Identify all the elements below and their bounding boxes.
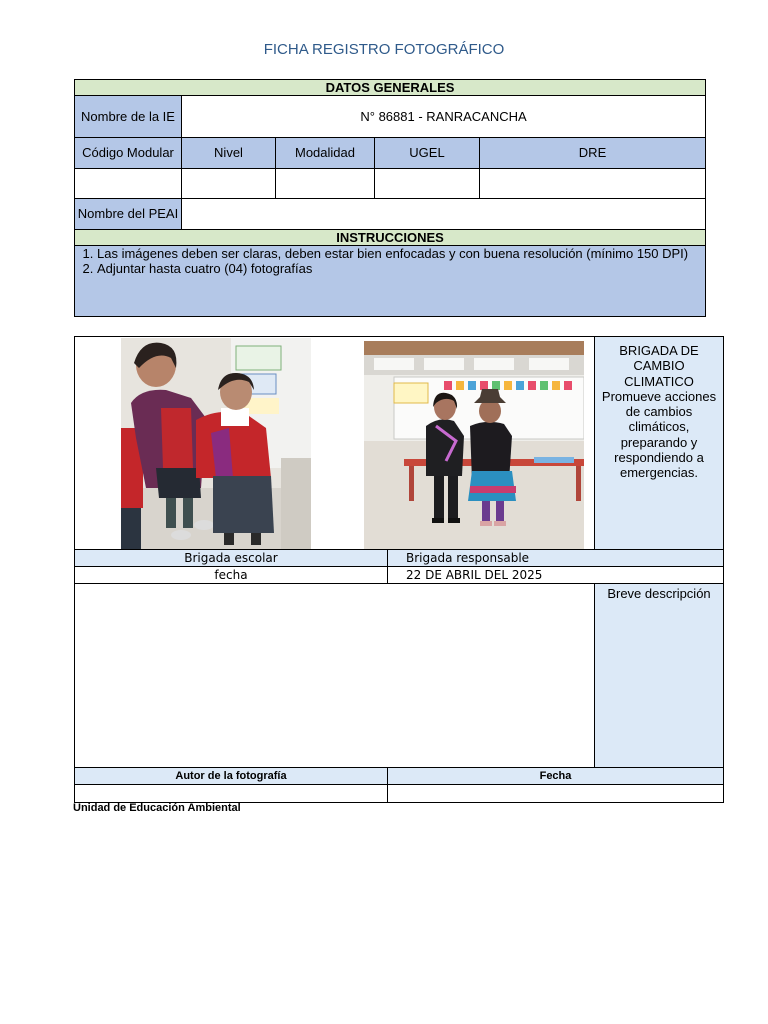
modalidad-value[interactable] [276,169,375,199]
dre-value[interactable] [480,169,706,199]
autor-value[interactable] [75,785,388,803]
instruction-item: 2. Adjuntar hasta cuatro (04) fotografías [97,261,697,276]
brigade-cell [595,337,724,550]
modalidad-label: Modalidad [276,138,375,169]
fecha2-value[interactable] [388,785,724,803]
photo-adults-image [364,341,584,549]
brigada-escolar-label: Brigada escolar [75,550,388,567]
footer-unit: Unidad de Educación Ambiental [73,802,241,814]
page-title: FICHA REGISTRO FOTOGRÁFICO [263,41,505,58]
photo-adults [364,341,584,549]
description-area[interactable] [75,584,595,768]
breve-descripcion-label: Breve descripción [595,584,724,768]
autor-label: Autor de la fotografía [75,768,388,785]
peai-label: Nombre del PEAI [75,199,182,230]
general-header: DATOS GENERALES [75,80,706,96]
instructions-header: INSTRUCCIONES [75,230,706,246]
photo-students-image [121,338,311,549]
fecha-label: fecha [75,567,388,584]
dre-label: DRE [480,138,706,169]
peai-value[interactable] [182,199,706,230]
brigada-responsable-label: Brigada responsable [388,550,724,567]
codigo-modular-label: Código Modular [75,138,182,169]
ie-value: N° 86881 - RANRACANCHA [182,96,706,138]
general-data-table [74,79,706,317]
nivel-label: Nivel [182,138,276,169]
instruction-item: 1. Las imágenes deben ser claras, deben estar bien enfocadas y con buena resolución (mínimo 150 DPI) [97,246,697,261]
ie-label: Nombre de la IE [75,96,182,138]
codigo-modular-value[interactable] [75,169,182,199]
instructions-list [75,246,705,276]
fecha2-label: Fecha [388,768,724,785]
ugel-label: UGEL [375,138,480,169]
fecha-value: 22 DE ABRIL DEL 2025 [388,567,724,584]
brigade-title: BRIGADA DE CAMBIO CLIMATICO [619,343,699,389]
brigade-description: Promueve acciones de cambios climáticos, preparando y respondiendo a emergencias. [601,388,717,481]
instructions-body [75,246,706,317]
nivel-value[interactable] [182,169,276,199]
ugel-value[interactable] [375,169,480,199]
photo-students [121,338,311,549]
